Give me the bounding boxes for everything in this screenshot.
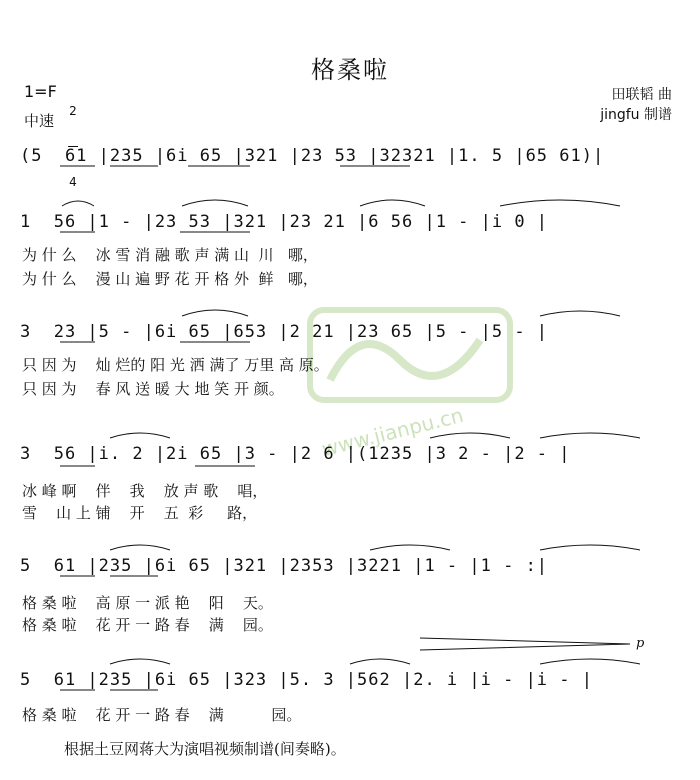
score-row-6-lyric-1: 格 桑 啦 花 开 一 路 春 满 园。 [22, 706, 302, 724]
score-row-5-notes: 5 61 |235 |6i 65 |321 |2353 |3221 |1 - |1 - :| [20, 556, 549, 576]
composer-credit: 田联韬 曲 [611, 87, 672, 103]
score-row-2-lyric-1: 为 什 么 冰 雪 消 融 歌 声 满 山 川 哪， [22, 246, 318, 264]
score-row-5-lyric-2: 格 桑 啦 花 开 一 路 春 满 园。 [22, 616, 273, 634]
score-row-5-lyric-1: 格 桑 啦 高 原 一 派 艳 阳 天。 [22, 594, 273, 612]
score-row-3-notes: 3 23 |5 - |6i 65 |653 |2 21 |23 65 |5 - |5 - | [20, 322, 549, 342]
tempo-marking: 中速 [24, 112, 55, 130]
dynamic-marking: p [636, 636, 645, 651]
score-row-4-lyric-1: 冰 峰 啊 伴 我 放 声 歌 唱， [22, 482, 268, 500]
score-row-4-notes: 3 56 |i. 2 |2i 65 |3 - |2 6 |(1235 |3 2 - |2 - | [20, 444, 571, 464]
score-row-3-lyric-1: 只 因 为 灿 烂的 阳 光 洒 满了 万里 高 原。 [22, 356, 329, 374]
time-signature [68, 76, 78, 203]
footnote: 根据土豆网蒋大为演唱视频制谱(间奏略)。 [64, 740, 346, 758]
score-row-1-notes: (5 61 |235 |6i 65 |321 |23 53 |32321 |1. 5 |65 61)| [20, 146, 605, 166]
song-title: 格桑啦 [311, 56, 389, 84]
score-row-4-lyric-2: 雪 山 上 铺 开 五 彩 路， [22, 504, 258, 522]
score-row-2-notes: 1 56 |1 - |23 53 |321 |23 21 |6 56 |1 - |i 0 | [20, 212, 549, 232]
score-row-3-lyric-2: 只 因 为 春 风 送 暖 大 地 笑 开 颜。 [22, 380, 284, 398]
score-row-2-lyric-2: 为 什 么 漫 山 遍 野 花 开 格 外 鲜 哪， [22, 270, 318, 288]
time-signature-bottom: 4 [69, 175, 77, 189]
key-signature: 1=F [24, 82, 57, 101]
watermark-text: www.jianpu.cn [319, 402, 466, 462]
score-row-6-notes: 5 61 |235 |6i 65 |323 |5. 3 |562 |2. i |i - |i - | [20, 670, 593, 690]
arranger-credit: jingfu 制谱 [600, 107, 672, 123]
time-signature-top: 2 [69, 104, 77, 118]
